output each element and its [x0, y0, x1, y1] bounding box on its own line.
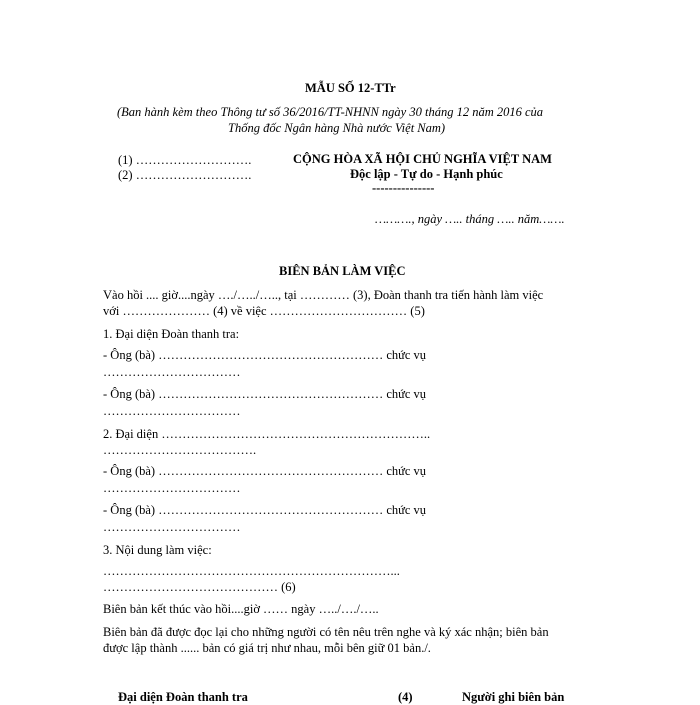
agency-line-1: (1) ………………………. [118, 153, 252, 167]
person-line-cont: …………………………… [103, 481, 241, 495]
signature-left-label: Đại diện Đoàn thanh tra [118, 690, 248, 704]
section-1-heading: 1. Đại diện Đoàn thanh tra: [103, 327, 240, 341]
intro-line-1: Vào hồi .... giờ....ngày …./…../….., tại ………… (3), Đoàn thanh tra tiến hành làm việc [103, 288, 544, 302]
signature-middle-label: (4) [398, 690, 413, 704]
motto: Độc lập - Tự do - Hạnh phúc [350, 167, 503, 181]
content-line-2: …………………………………… (6) [103, 580, 296, 594]
signature-right-label: Người ghi biên bản [462, 690, 565, 704]
person-line: - Ông (bà) ……………………………………………… chức vụ [103, 503, 427, 517]
person-line-cont: …………………………… [103, 520, 241, 534]
country-name: CỘNG HÒA XÃ HỘI CHỦ NGHĨA VIỆT NAM [293, 152, 552, 166]
end-time-line: Biên bản kết thúc vào hồi....giờ …… ngày …../…./….. [103, 602, 379, 616]
section-2-heading: 2. Đại diện ……………………………………………………….. [103, 427, 431, 441]
form-code: MẪU SỐ 12-TTr [305, 81, 396, 95]
person-line: - Ông (bà) ……………………………………………… chức vụ [103, 348, 427, 362]
section-2-cont: ………………………………. [103, 443, 257, 457]
section-3-heading: 3. Nội dung làm việc: [103, 543, 212, 557]
motto-rule: --------------- [372, 181, 435, 195]
issued-line-1: (Ban hành kèm theo Thông tư số 36/2016/TT-NHNN ngày 30 tháng 12 năm 2016 của [117, 105, 544, 119]
person-line: - Ông (bà) ……………………………………………… chức vụ [103, 387, 427, 401]
document-title: BIÊN BẢN LÀM VIỆC [279, 264, 406, 278]
agency-line-2: (2) ………………………. [118, 168, 252, 182]
content-line-1: ……………………………………………………………... [103, 564, 400, 578]
person-line: - Ông (bà) ……………………………………………… chức vụ [103, 464, 427, 478]
person-line-cont: …………………………… [103, 404, 241, 418]
confirmation-line-2: được lập thành ...... bản có giá trị như nhau, mỗi bên giữ 01 bản./. [103, 641, 431, 655]
issued-line-2: Thống đốc Ngân hàng Nhà nước Việt Nam) [228, 121, 446, 135]
person-line-cont: …………………………… [103, 365, 241, 379]
place-date: ………., ngày ….. tháng ….. năm……. [375, 212, 565, 226]
intro-line-2: với ………………… (4) về việc …………………………… (5) [103, 304, 425, 318]
confirmation-line-1: Biên bản đã được đọc lại cho những người có tên nêu trên nghe và ký xác nhận; biên bản [103, 625, 549, 639]
